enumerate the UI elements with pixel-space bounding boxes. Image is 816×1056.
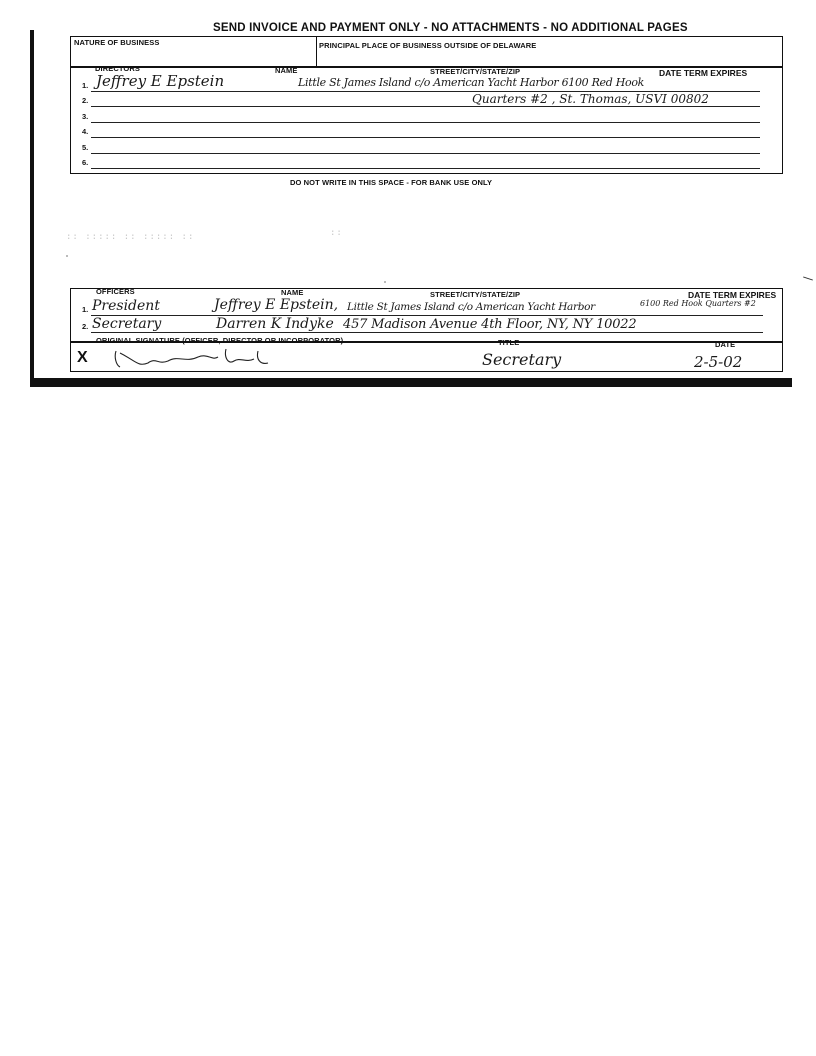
director-1-name: Jeffrey E Epstein [96, 72, 225, 90]
officers-name-label: NAME [281, 288, 304, 297]
principal-place-label: PRINCIPAL PLACE OF BUSINESS OUTSIDE OF DELAWARE [319, 41, 537, 50]
scan-edge-left [30, 30, 34, 386]
director-line [91, 122, 760, 123]
officer-line [91, 315, 763, 316]
director-line [91, 106, 760, 107]
officer-2-name: Darren K Indyke [216, 316, 334, 332]
signature-title-value: Secretary [482, 350, 562, 369]
officer-1-date-note: 6100 Red Hook Quarters #2 [640, 299, 756, 308]
officers-street-label: STREET/CITY/STATE/ZIP [430, 290, 521, 299]
director-line [91, 137, 760, 138]
bank-use-label: DO NOT WRITE IN THIS SPACE - FOR BANK USE ONLY [290, 178, 493, 187]
officer-2-title: Secretary [92, 316, 162, 332]
original-signature-label: ORIGINAL SIGNATURE (OFFICER, DIRECTOR OR INCORPORATOR) [96, 336, 344, 345]
signature-x-mark: X [77, 349, 88, 366]
officers-label: OFFICERS [96, 287, 135, 296]
officer-row-number: 1. [82, 305, 89, 314]
officer-2-address: 457 Madison Avenue 4th Floor, NY, NY 10022 [343, 317, 637, 332]
header-instruction: SEND INVOICE AND PAYMENT ONLY - NO ATTACHMENTS - NO ADDITIONAL PAGES [213, 22, 688, 34]
bank-stamp-speck [384, 281, 386, 283]
directors-name-label: NAME [275, 66, 298, 75]
scan-mark [803, 276, 813, 280]
directors-label: DIRECTORS [95, 64, 140, 73]
director-row-number: 5. [82, 143, 89, 152]
director-row-number: 6. [82, 158, 89, 167]
officer-1-title: President [92, 298, 160, 314]
director-1-address: Little St James Island c/o American Yacht Harbor 6100 Red Hook [298, 76, 645, 89]
director-line [91, 153, 760, 154]
directors-street-label: STREET/CITY/STATE/ZIP [430, 67, 521, 76]
handwritten-signature [108, 343, 278, 371]
scan-edge-bottom [30, 378, 792, 387]
officer-row-number: 2. [82, 322, 89, 331]
director-row-number: 2. [82, 96, 89, 105]
date-label: DATE [715, 340, 736, 349]
officer-1-address: Little St James Island c/o American Yacht Harbor [347, 301, 595, 313]
business-divider [316, 37, 317, 67]
nature-of-business-label: NATURE OF BUSINESS [74, 38, 160, 47]
bank-stamp-speck [66, 255, 68, 257]
director-row-number: 3. [82, 112, 89, 121]
officer-line [91, 332, 763, 333]
director-row-number: 1. [82, 81, 89, 90]
signature-date-value: 2-5-02 [694, 353, 743, 371]
bank-stamp: :: [330, 228, 343, 238]
title-label: TITLE [498, 338, 520, 347]
director-1-address-cont: Quarters #2 , St. Thomas, USVI 00802 [472, 92, 709, 106]
directors-date-label: DATE TERM EXPIRES [659, 68, 748, 78]
director-row-number: 4. [82, 127, 89, 136]
officers-date-label: DATE TERM EXPIRES [688, 290, 777, 300]
officer-1-name: Jeffrey E Epstein, [214, 297, 339, 313]
director-line [91, 168, 760, 169]
bank-stamp: :: ::::: :: ::::: :: [66, 232, 195, 242]
